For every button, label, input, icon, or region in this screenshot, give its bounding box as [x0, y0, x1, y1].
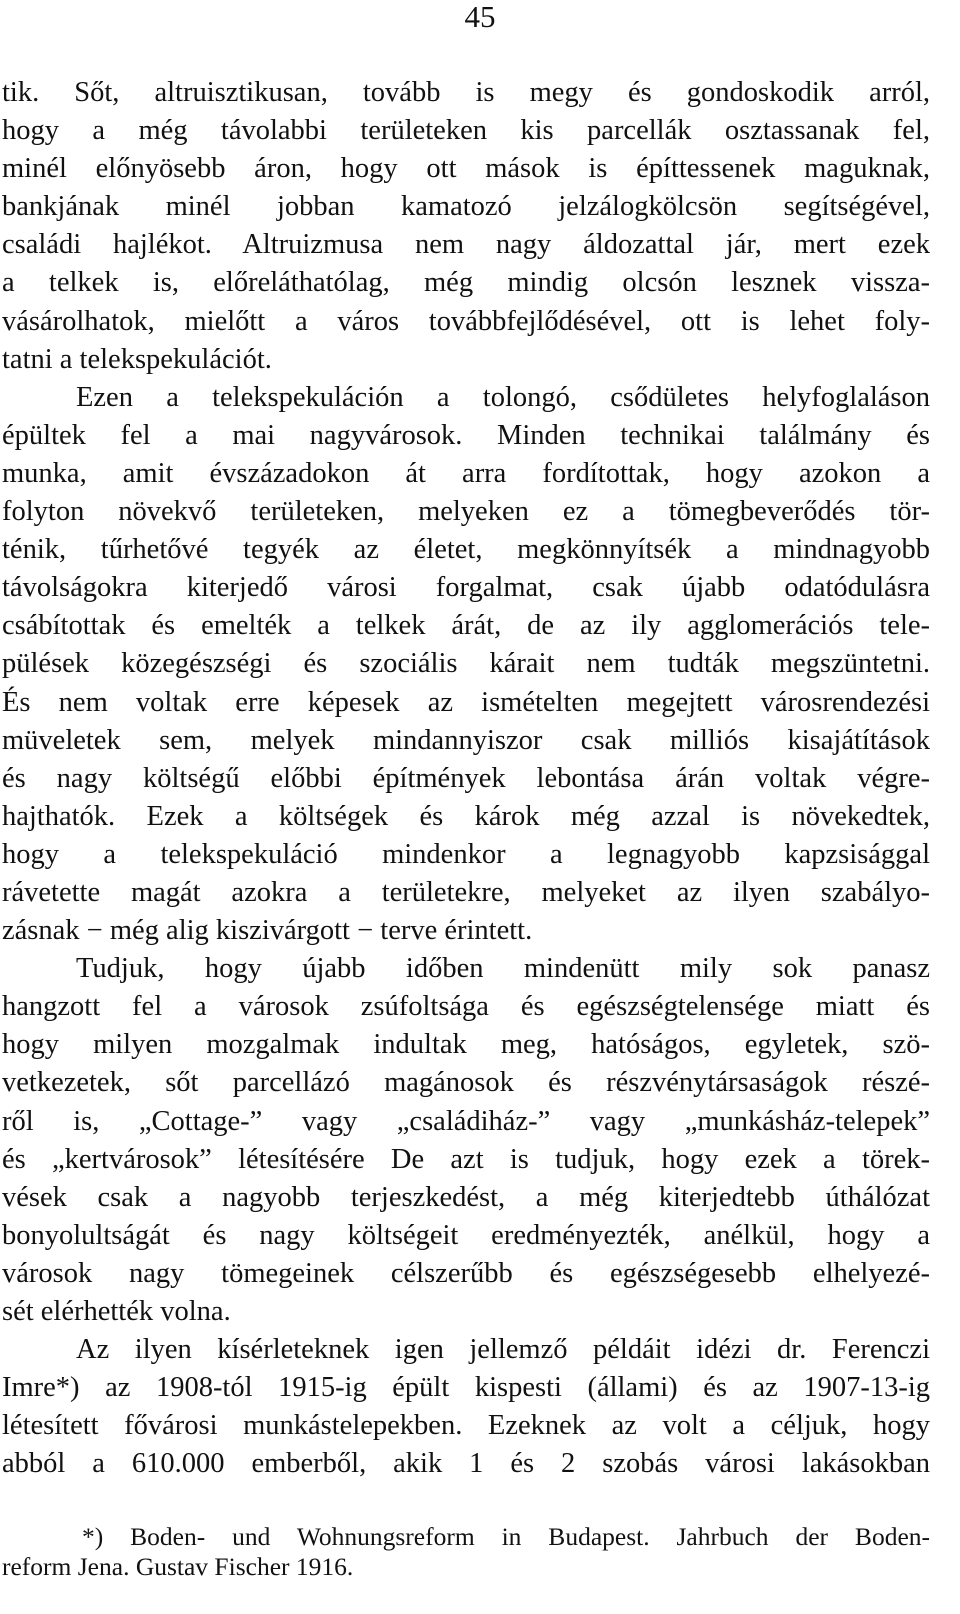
text-line: munka, amit évszázadokon át arra fordítottak, hogy azokon a [2, 457, 930, 489]
text-line: és nagy költségű előbbi építmények lebontása árán voltak végre- [2, 762, 930, 794]
text-line: pülések közegészségi és szociális kárait nem tudták megszüntetni. [2, 648, 930, 680]
text-line: folyton növekvő területeken, melyeken ez a tömegbeverődés tör- [2, 496, 930, 528]
text-line: csábítottak és emelték a telkek árát, de az ily agglomerációs tele- [2, 610, 930, 642]
text-line: családi hajlékot. Altruizmusa nem nagy áldozattal jár, mert ezek [2, 229, 930, 261]
text-line: vásárolhatok, mielőtt a város továbbfejlődésével, ott is lehet foly- [2, 305, 930, 337]
text-line: Tudjuk, hogy újabb időben mindenütt mily sok panasz [76, 953, 930, 985]
text-line: rávetette magát azokra a területekre, melyeket az ilyen szabályo- [2, 876, 930, 908]
body-text [2, 74, 930, 1483]
footnote [2, 1522, 930, 1582]
footnote-line: reform Jena. Gustav Fischer 1916. [2, 1552, 354, 1581]
text-line: ről is, „Cottage-” vagy „családiház-” vagy „munkásház-telepek” [2, 1105, 930, 1137]
text-line: vések csak a nagyobb terjeszkedést, a még kiterjedtebb úthálózat [2, 1181, 930, 1213]
text-line: Imre*) az 1908-tól 1915-ig épült kispesti (állami) és az 1907-13-ig [2, 1372, 930, 1404]
text-line: tatni a telekspekulációt. [2, 343, 272, 375]
text-line: és „kertvárosok” létesítésére De azt is tudjuk, hogy ezek a törek- [2, 1143, 930, 1175]
text-line: hogy a telekspekuláció mindenkor a legnagyobb kapzsisággal [2, 838, 930, 870]
text-line: És nem voltak erre képesek az ismételten megejtett városrendezési [2, 686, 930, 718]
text-line: bonyolultságát és nagy költségeit eredményezték, anélkül, hogy a [2, 1219, 930, 1251]
paragraph-3 [2, 950, 930, 1331]
text-line: müveletek sem, melyek mindannyiszor csak milliós kisajátítások [2, 724, 930, 756]
text-line: zásnak − még alig kiszivárgott − terve érintett. [2, 915, 533, 947]
text-line: minél előnyösebb áron, hogy ott mások is építtessenek maguknak, [2, 153, 930, 185]
text-line: létesített fővárosi munkástelepekben. Ezeknek az volt a céljuk, hogy [2, 1410, 930, 1442]
text-line: bankjának minél jobban kamatozó jelzálogkölcsön segítségével, [2, 191, 930, 223]
text-line: abból a 610.000 emberből, akik 1 és 2 szobás városi lakásokban [2, 1448, 930, 1480]
text-line: sét elérhették volna. [2, 1296, 231, 1327]
text-line: hangzott fel a városok zsúfoltsága és egészségtelensége miatt és [2, 991, 930, 1023]
page-number: 45 [464, 0, 496, 34]
text-line: hajthatók. Ezek a költségek és károk még azzal is növekedtek, [2, 800, 930, 832]
text-line: tik. Sőt, altruisztikusan, tovább is megy és gondoskodik arról, [2, 77, 930, 108]
text-line: vetkezetek, sőt parcellázó magánosok és részvénytársaságok részé- [2, 1067, 930, 1099]
footnote-line: *) Boden- und Wohnungsreform in Budapest. Jahrbuch der Boden- [82, 1522, 930, 1551]
paragraph-2 [2, 379, 930, 950]
text-line: Ezen a telekspekuláción a tolongó, csődületes helyfoglaláson [76, 381, 930, 413]
text-line: hogy milyen mozgalmak indultak meg, hatóságos, egyletek, szö- [2, 1029, 930, 1061]
text-line: a telkek is, előreláthatólag, még mindig olcsón lesznek vissza- [2, 267, 930, 299]
text-line: Az ilyen kísérleteknek igen jellemző példáit idézi dr. Ferenczi [76, 1334, 930, 1366]
text-line: távolságokra kiterjedő városi forgalmat, csak újabb odatódulásra [2, 572, 930, 604]
text-line: városok nagy tömegeinek célszerűbb és egészségesebb elhelyezé- [2, 1257, 930, 1289]
text-line: épültek fel a mai nagyvárosok. Minden technikai találmány és [2, 419, 930, 451]
paragraph-1 [2, 74, 930, 379]
paragraph-4 [2, 1331, 930, 1483]
text-line: hogy a még távolabbi területeken kis parcellák osztassanak fel, [2, 115, 930, 147]
text-line: ténik, tűrhetővé tegyék az életet, megkönnyítsék a mindnagyobb [2, 534, 930, 566]
